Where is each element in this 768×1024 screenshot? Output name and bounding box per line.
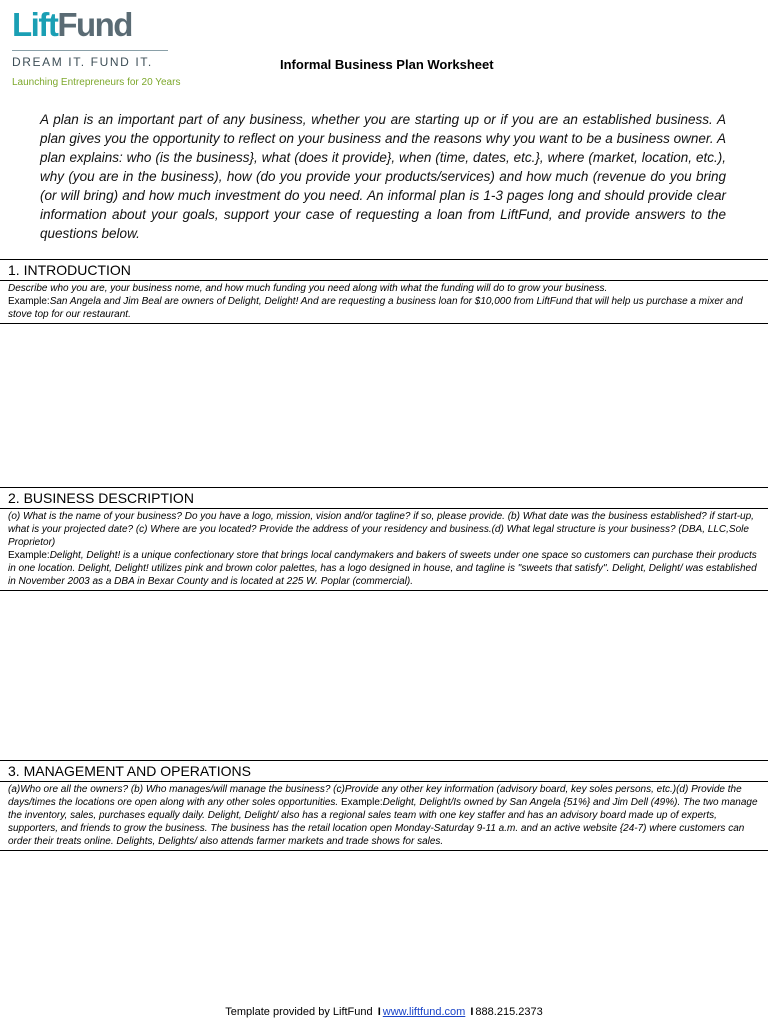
example-text: Delight, Delight! is a unique confectionary store that brings local candymakers and bakers of sweets under one space so customers can purchase their products in one location. Delight, Delight! utilizes pink and brown color palettes, has a logo designed in house, and tagline is "sweets that satisfy". Delight, Delight/ was established in November 2003 as a DBA in Bexar County and is located at 225 W. Poplar (commercial). <box>8 550 757 587</box>
section-instructions: Describe who you are, your business nome, and how much funding you need along with what the funding will do to grow your business. <box>8 283 608 294</box>
logo-subline: Launching Entrepreneurs for 20 Years <box>12 77 181 88</box>
response-area[interactable] <box>0 851 768 991</box>
intro-paragraph: A plan is an important part of any business, whether you are starting up or if you are an established business. A plan gives you the opportunity to reflect on your business and the reasons why you want to be a business owner. A plan explains: who (is the business}, what (does it provide}, when (time, dates, etc.}, where (market, location, etc.), why (you are in the business), how (do you provide your products/services) and how much (revenue do you bring (or will bring) and how much investment do you need. An informal plan is 1-3 pages long and should provide clear information about your goals, support your case of requesting a loan from LiftFund, and provide answers to the questions below. <box>40 112 726 241</box>
section-management-operations <box>0 760 768 991</box>
footer-provided: Template provided by LiftFund <box>225 1006 373 1018</box>
footer-separator: I <box>377 1006 381 1018</box>
page-title: Informal Business Plan Worksheet <box>280 57 494 72</box>
logo-divider <box>12 50 168 51</box>
section-description <box>0 281 768 324</box>
section-introduction <box>0 259 768 490</box>
example-label: Example: <box>340 797 383 808</box>
example-text: Delight, Delight/Is owned by San Angela {51%} and Jim Dell (49%). The two manage the inventory, sales, purchases equally daily. Delight, Delight/ also has a regional sales team with one key staffer and has an advisory board made up of experts, supporters, and friends to grow the business. The business has the retail location open Monday-Saturday 9-11 a.m. and an active website {24-7) where customers can order their treats online. Delights, Delights/ also attends farmer markets and trade shows for sales. <box>8 797 758 847</box>
example-label: Example: <box>8 296 50 307</box>
section-business-description <box>0 487 768 754</box>
footer-separator: I <box>470 1006 474 1018</box>
section-instructions: (a)Who ore all the owners? (b) Who manages/will manage the business? (c)Provide any other key information (advisory board, key soles persons, etc.)(d) Provide the days/times the locations ore open along with any other soles opportunities. <box>8 784 742 808</box>
response-area[interactable] <box>0 324 768 490</box>
logo-lift: Lift <box>12 6 58 43</box>
section-title: 2. BUSINESS DESCRIPTION <box>0 488 768 509</box>
footer <box>0 1006 768 1018</box>
section-description <box>0 782 768 851</box>
logo-wordmark <box>12 8 168 42</box>
example-label: Example: <box>8 550 50 561</box>
section-instructions: (o) What is the name of your business? Do you have a logo, mission, vision and/or tagline? if so, please provide. (b) What date was the business established? if start-up, what is your projected date? (c) Where are you located? Provide the address of your residency and business.(d) What legal structure is your business? (DBA, LLC,Sole Proprietor) <box>8 511 754 548</box>
example-text: San Angela and Jim Beal are owners of Delight, Delight! And are requesting a business loan for $10,000 from LiftFund that will help us purchase a mixer and stove top for our restaurant. <box>8 296 743 320</box>
response-area[interactable] <box>0 591 768 754</box>
logo-slogan: DREAM IT. FUND IT. <box>12 55 153 69</box>
section-description <box>0 509 768 591</box>
footer-phone: 888.215.2373 <box>475 1006 543 1018</box>
section-title: 3. MANAGEMENT AND OPERATIONS <box>0 761 768 782</box>
liftfund-logo <box>12 6 181 88</box>
section-title: 1. INTRODUCTION <box>0 260 768 281</box>
footer-website-link[interactable]: www.liftfund.com <box>382 1006 466 1018</box>
logo-fund: Fund <box>57 6 132 43</box>
